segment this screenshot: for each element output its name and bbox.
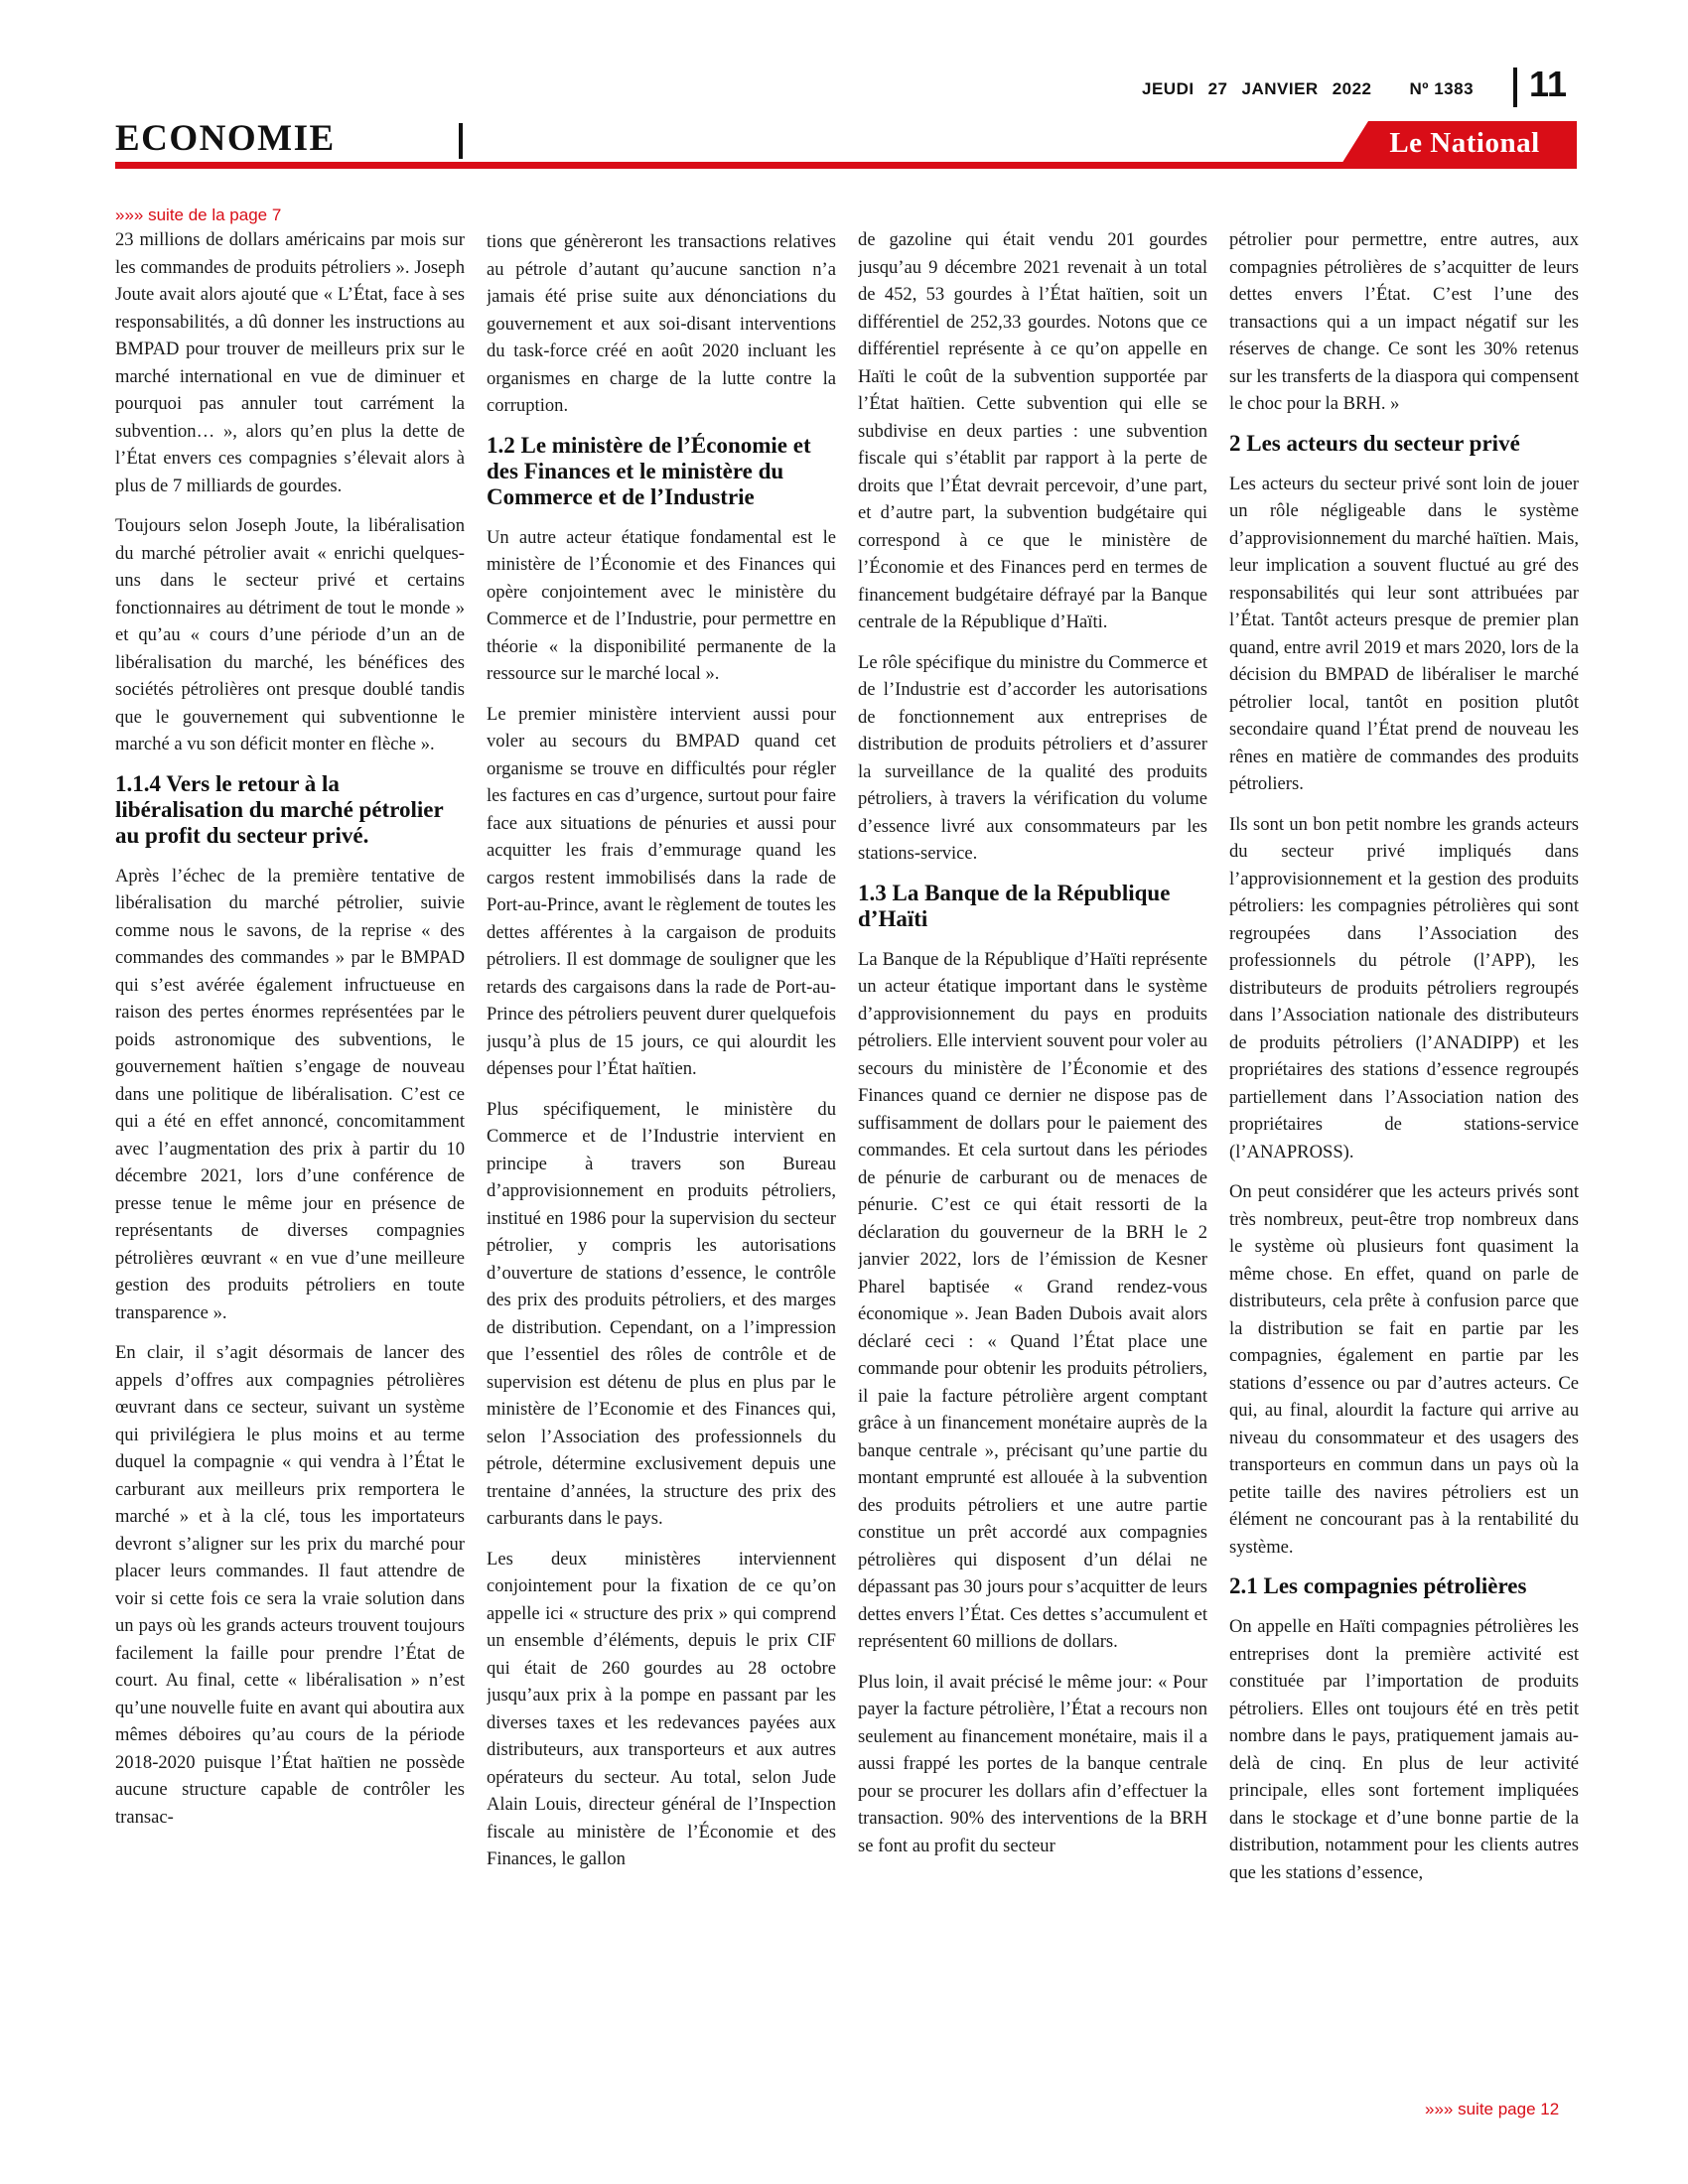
article-column-1 (115, 226, 465, 2093)
issue-number: Nº 1383 (1409, 79, 1475, 98)
paragraph: de gazoline qui était vendu 201 gourdes jusqu’au 9 décembre 2021 revenait à un total de 452, 53 gourdes à l’État haïtien, soit un différentiel de 252,33 gourdes. Notons que ce différentiel représente à ce qu’on appelle en Haïti le coût de la subvention supportée par l’État haïtien. Cette subvention qui elle se subdivise en deux parties : une subvention fiscale qui s’établit par rapport à la perte de droits que l’État devrait percevoir, d’une part, et d’autre part, la subvention budgétaire qui correspond à ce que le ministère de l’Économie et des Finances perd en termes de financement budgétaire défrayé par la Banque centrale de la République d’Haïti. (858, 229, 1207, 632)
paragraph: On appelle en Haïti compagnies pétrolières les entreprises dont la première activité est constituée par l’importation de produits pétroliers. Elles ont toujours été en très petit nombre dans le pays, pratiquement jamais au-delà de cinq. En plus de leur activité principale, elles sont fortement impliquées dans le stockage et d’une bonne partie de la distribution, notamment pour les clients autres que les stations d’essence, (1229, 1616, 1579, 1883)
article-column-2 (487, 228, 836, 2095)
paragraph: Plus loin, il avait précisé le même jour: « Pour payer la facture pétrolière, l’État a recours non seulement au financement monétaire, mais il a aussi frappé les portes de la banque centrale pour se procurer les dollars afin d’effectuer la transaction. 90% des interventions de la BRH se font au profit du secteur (858, 1671, 1207, 1856)
date-year: 2022 (1332, 79, 1372, 98)
subheading: 1.1.4 Vers le retour à la libéralisation du marché pétrolier au profit du secteur privé. (115, 770, 444, 848)
date-day: JEUDI (1142, 79, 1195, 98)
subheading: 2.1 Les compagnies pétrolières (1229, 1573, 1527, 1598)
paragraph: Le premier ministère intervient aussi pour voler au secours du BMPAD quand cet organisme se trouve en difficultés pour régler les factures en cas d’urgence, surtout pour faire face aux situations de pénuries et aussi pour acquitter les frais d’emmurage quand les cargos restent immobilisés dans la rade de Port-au-Prince, avant le règlement de toutes les dettes afférentes à la cargaison de produits pétroliers. Il est dommage de souligner que les retards des cargaisons dans la rade de Port-au-Prince des pétroliers peuvent durer quelquefois jusqu’à plus de 15 jours, ce qui alourdit les dépenses pour l’État haïtien. (487, 703, 836, 1079)
date-number: 27 (1207, 79, 1228, 98)
paragraph: Toujours selon Joseph Joute, la libéralisation du marché pétrolier avait « enrichi quelques-uns dans le secteur privé et certains fonctionnaires au détriment de tout le monde » et qu’au « cours d’une période d’un an de libéralisation du marché, les bénéfices des sociétés pétrolières ont presque doublé tandis que le gouvernement qui subventionne le marché a vu son déficit monter en flèche ». (115, 515, 465, 754)
subheading: 2 Les acteurs du secteur privé (1229, 430, 1520, 456)
paragraph: Plus spécifiquement, le ministère du Commerce et de l’Industrie intervient en principe à travers son Bureau d’approvisionnement en produits pétroliers, institué en 1986 pour la supervision du secteur pétrolier, y compris les autorisations d’ouverture de stations d’essence, le contrôle des prix des produits pétroliers, et des marges de distribution. Cependant, on a l’impression que l’essentiel des rôles de contrôle et de supervision est détenu de plus en plus par le ministère de l’Economie et des Finances qui, selon l’Association des professionnels du pétrole, détermine exclusivement depuis une trentaine d’années, la structure des prix des carburants dans le pays. (487, 1098, 836, 1529)
paragraph: On peut considérer que les acteurs privés sont très nombreux, peut-être trop nombreux dans le système où plusieurs font quasiment la même chose. En effet, quand on parle de distributeurs, cela prête à confusion parce que la distribution se fait en partie par les compagnies, également en partie par les stations d’essence ou par d’autres acteurs. Ce qui, au final, alourdit la facture qui arrive au niveau du consommateur et des usagers des transporteurs en commun dans un pays où la petite taille des navires pétroliers est un élément ne concourant pas à la rentabilité du système. (1229, 1181, 1579, 1558)
paragraph: Ils sont un bon petit nombre les grands acteurs du secteur privé impliqués dans l’approvisionnement et la gestion des produits pétroliers: les compagnies pétrolières qui sont regroupées dans l’Association des professionnels du pétrole (l’APP), les distributeurs de produits pétroliers regroupés dans l’Association nationale des distributeurs de produits pétroliers (l’ANADIPP) et les propriétaires des stations d’essence regroupés partiellement dans l’Association nation des propriétaires de stations-service (l’ANAPROSS). (1229, 813, 1579, 1162)
subheading: 1.3 La Banque de la République d’Haïti (858, 880, 1171, 931)
subheading: 1.2 Le ministère de l’Économie et des Finances et le ministère du Commerce et de l’Industrie (487, 432, 811, 509)
article-column-4 (1229, 226, 1579, 2093)
continued-to-label: »»» suite page 12 (1425, 2100, 1560, 2118)
paragraph: 23 millions de dollars américains par mois sur les commandes de produits pétroliers ». Joseph Joute avait alors ajouté que « L’État, face à ses responsabilités, a dû donner les instructions au BMPAD pour trouver de meilleurs prix sur le marché international en vue de diminuer et pourquoi pas annuler tout carrément la subvention… », alors qu’en plus la dette de l’État envers ces compagnies s’élevait alors à plus de 7 milliards de gourdes. (115, 229, 465, 496)
paragraph: Après l’échec de la première tentative de libéralisation du marché pétrolier, suivie comme nous le savons, de la reprise « des commandes des commandes » par le BMPAD qui s’est avérée également infructueuse en raison des pertes énormes représentées par le poids astronomique des subventions, le gouvernement haïtien s’engage de nouveau dans une politique de libéralisation. C’est ce qui a été en effet annoncé, concomitamment avec l’augmentation des prix à partir du 10 décembre 2021, lors d’une conférence de presse tenue le même jour en présence de représentants de diverses compagnies pétrolières œuvrant « en vue d’une meilleure gestion des produits pétroliers en toute transparence ». (115, 865, 465, 1323)
paragraph: La Banque de la République d’Haïti représente un acteur étatique important dans le système d’approvisionnement du pays en produits pétroliers. Elle intervient souvent pour voler au secours du ministère de l’Économie et des Finances quand ce dernier ne dispose pas de suffisamment de dollars pour le paiement des commandes. Et cela surtout dans les périodes de pénurie de carburant ou de menaces de pénurie. C’est ce qui était ressorti de la déclaration du gouverneur de la BRH le 2 janvier 2022, lors de l’émission de Kesner Pharel baptisée « Grand rendez-vous économique ». Jean Baden Dubois avait alors déclaré ceci : « Quand l’État place une commande pour obtenir les produits pétroliers, il paie la facture pétrolière argent comptant grâce à un financement monétaire auprès de la banque centrale », précisant qu’une partie du montant emprunté est allouée à la subvention des produits pétroliers et une autre partie constitue un prêt accordé aux compagnies pétrolières qui disposent d’un délai ne dépassant pas 30 jours pour s’acquitter de leurs dettes envers l’État. Ces dettes s’accumulent et représentent 60 millions de dollars. (858, 948, 1207, 1652)
paragraph: tions que génèreront les transactions relatives au pétrole d’autant qu’aucune sanction n’a jamais été prise suite aux dénonciations du gouvernement et aux soi-disant interventions du task-force créé en août 2020 incluant les organismes en charge de la lutte contre la corruption. (487, 231, 836, 416)
paragraph: Les deux ministères interviennent conjointement pour la fixation de ce qu’on appelle ici « structure des prix » qui comprend un ensemble d’éléments, depuis le prix CIF qui était de 260 gourdes au 28 octobre jusqu’aux prix à la pompe en passant par les diverses taxes et les redevances payées aux distributeurs, aux transporteurs et aux autres opérateurs du secteur. Au total, selon Jude Alain Louis, directeur général de l’Inspection fiscale au ministère de l’Économie et des Finances, le gallon (487, 1548, 836, 1869)
section-divider (459, 123, 463, 159)
page-number: 11 (1529, 64, 1568, 104)
paragraph: pétrolier pour permettre, entre autres, aux compagnies pétrolières de s’acquitter de leurs dettes envers l’État. C’est l’une des transactions qui a un impact négatif sur les réserves de change. Ce sont les 30% retenus sur les transferts de la diaspora qui compensent le choc pour la BRH. » (1229, 229, 1579, 414)
section-title: ECONOMIE (115, 118, 336, 159)
date-month: JANVIER (1241, 79, 1319, 98)
article-column-3 (858, 226, 1207, 2093)
paragraph: Un autre acteur étatique fondamental est le ministère de l’Économie et des Finances qui opère conjointement avec le ministère du Commerce et de l’Industrie, pour permettre en théorie « la disponibilité permanente de la ressource sur le marché local ». (487, 526, 836, 684)
newspaper-brand: Le National (1389, 127, 1540, 159)
paragraph: Les acteurs du secteur privé sont loin de jouer un rôle négligeable dans le système d’approvisionnement du marché haïtien. Mais, leur implication a souvent fluctué au gré des responsabilités qui leur sont attribuées par l’État. Tantôt acteurs presque de premier plan quand, entre avril 2019 et mars 2020, lors de la décision du BMPAD de libéraliser le marché pétrolier local, tantôt en position plutôt secondaire quand l’État prend de nouveau les rênes en matière de commandes des produits pétroliers. (1229, 473, 1579, 794)
continued-from-label: »»» suite de la page 7 (115, 205, 282, 224)
date-line (1142, 79, 1474, 99)
paragraph: Le rôle spécifique du ministre du Commerce et de l’Industrie est d’accorder les autorisations de fonctionnement aux entreprises de distribution de produits pétroliers et d’assurer la surveillance de la qualité des produits pétroliers, à travers la vérification du volume d’essence livré aux consommateurs par les stations-service. (858, 651, 1207, 864)
paragraph: En clair, il s’agit désormais de lancer des appels d’offres aux compagnies pétrolières œuvrant dans ce secteur, suivant un système qui privilégiera le plus moins et au terme duquel la compagnie « qui vendra à l’État le carburant aux meilleurs prix remportera le marché » et à la clé, tous les importateurs devront s’aligner sur les prix du marché pour placer leurs commandes. Il faut attendre de voir si cette fois ce sera la vraie solution dans un pays où les grands acteurs trouvent toujours facilement la faille pour prendre l’État de court. Au final, cette « libéralisation » n’est qu’une nouvelle fuite en avant qui aboutira aux mêmes déboires qu’au cours de la période 2018-2020 puisque l’État haïtien ne possède aucune structure capable de contrôler les transac- (115, 1342, 465, 1828)
header-divider (1513, 68, 1517, 107)
